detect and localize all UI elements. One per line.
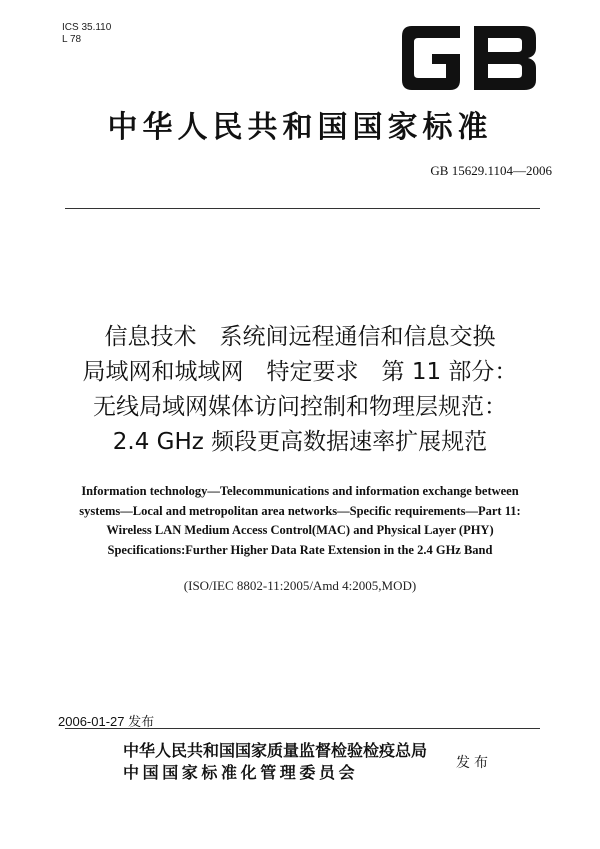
english-title: [0, 482, 600, 560]
chinese-title-line-4: 2.4 GHz 频段更高数据速率扩展规范: [112, 429, 488, 455]
issuing-authorities: [123, 740, 427, 784]
chinese-title: [0, 320, 600, 460]
chinese-title-line-3: 无线局域网媒体访问控制和物理层规范：: [93, 394, 507, 420]
english-title-line-3: Wireless LAN Medium Access Control(MAC) and Physical Layer (PHY): [106, 523, 494, 537]
chinese-title-line-2: 局域网和城域网 特定要求 第 11 部分：: [82, 359, 518, 385]
header-divider: [65, 208, 540, 209]
ics-code: ICS 35.110: [62, 22, 112, 33]
classification-codes: [62, 22, 111, 46]
standard-number: GB 15629.1104—2006: [430, 163, 552, 178]
english-title-line-2: systems—Local and metropolitan area networks—Specific requirements—Part 11:: [79, 503, 521, 518]
english-title-line-4: Specifications:Further Higher Data Rate Extension in the 2.4 GHz Band: [107, 542, 493, 557]
issuer-sac: 中国国家标准化管理委员会: [123, 763, 359, 782]
english-title-line-1: Information technology—Telecommunications and information exchange between: [81, 484, 519, 498]
adoption-note: (ISO/IEC 8802-11:2005/Amd 4:2005,MOD): [183, 578, 417, 593]
publish-label: 发布: [456, 755, 492, 771]
issue-date: 2006-01-27 发布: [58, 714, 155, 729]
footer-divider: [65, 728, 540, 729]
gb-standard-logo-icon: [398, 22, 540, 94]
ccs-code: L 78: [62, 34, 82, 45]
org-title: 中华人民共和国国家标准: [107, 110, 493, 145]
issuer-aqsiq: 中华人民共和国国家质量监督检验检疫总局: [123, 741, 428, 760]
chinese-title-line-1: 信息技术 系统间远程通信和信息交换: [104, 324, 496, 350]
